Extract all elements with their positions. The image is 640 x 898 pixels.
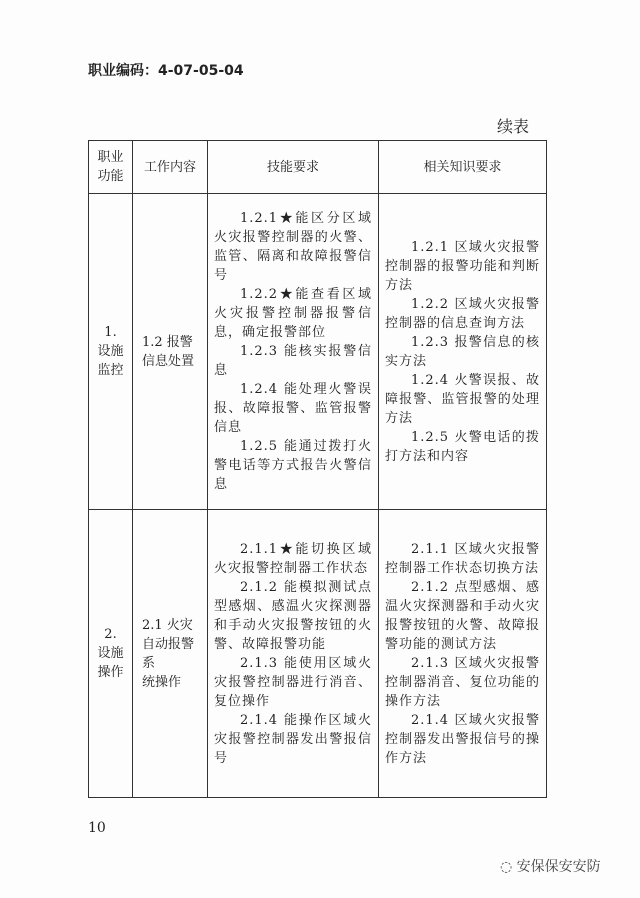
skill-item: 2.1.3 能使用区域火灾报警控制器进行消音、复位操作 xyxy=(214,655,372,709)
table-row xyxy=(89,194,547,510)
skill-item: 2.1.4 能操作区域火灾报警控制器发出警报信号 xyxy=(214,712,372,766)
knowledge-cell xyxy=(379,194,547,510)
knowledge-cell xyxy=(379,510,547,798)
watermark: ◌ 安保保安安防 xyxy=(500,859,601,875)
skills-cell xyxy=(208,510,379,798)
knowledge-item: 1.2.4 火警误报、故障报警、监管报警的处理方法 xyxy=(385,372,540,426)
page-number: 10 xyxy=(88,820,106,836)
skill-item: 1.2.1★能区分区域火灾报警控制器的火警、监管、隔离和故障报警信号 xyxy=(214,211,372,283)
skills-cell xyxy=(208,194,379,510)
header-function: 职业 功能 xyxy=(89,141,133,194)
knowledge-item: 1.2.5 火警电话的拨打方法和内容 xyxy=(385,429,540,464)
knowledge-item: 2.1.2 点型感烟、感温火灾探测器和手动火灾报警按钮的火警、故障报警功能的测试方法 xyxy=(385,579,540,652)
wechat-icon: ◌ xyxy=(500,859,517,875)
skill-item: 2.1.1★能切换区域火灾报警控制器工作状态 xyxy=(214,541,372,576)
function-cell: 2. 设施 操作 xyxy=(89,510,133,798)
work-cell: 2.1 火灾 自动报警系 统操作 xyxy=(133,510,208,798)
skill-item: 1.2.5 能通过拨打火警电话等方式报告火警信息 xyxy=(214,439,372,492)
knowledge-item: 1.2.2 区域火灾报警控制器的信息查询方法 xyxy=(385,296,540,331)
continued-label: 续表 xyxy=(497,117,530,136)
skills-table xyxy=(88,140,547,798)
function-cell: 1. 设施 监控 xyxy=(89,194,133,510)
skill-item: 2.1.2 能模拟测试点型感烟、感温火灾探测器和手动火灾报警按钮的火警、故障报警功能 xyxy=(214,579,372,652)
skill-item: 1.2.4 能处理火警误报、故障报警、监管报警信息 xyxy=(214,382,372,435)
knowledge-item: 1.2.1 区域火灾报警控制器的报警功能和判断方法 xyxy=(385,239,540,293)
header-skills: 技能要求 xyxy=(208,141,379,194)
header-work: 工作内容 xyxy=(133,141,208,194)
work-cell: 1.2 报警 信息处置 xyxy=(133,194,208,510)
header-knowledge: 相关知识要求 xyxy=(379,141,547,194)
knowledge-item: 2.1.1 区域火灾报警控制器工作状态切换方法 xyxy=(385,541,540,576)
occupation-code: 职业编码：4-07-05-04 xyxy=(88,63,244,79)
skill-item: 1.2.3 能核实报警信息 xyxy=(214,344,372,378)
skill-item: 1.2.2★能查看区域火灾报警控制器报警信息，确定报警部位 xyxy=(214,287,372,340)
table-header-row xyxy=(89,141,547,194)
table-row xyxy=(89,510,547,798)
knowledge-item: 1.2.3 报警信息的核实方法 xyxy=(385,334,540,369)
knowledge-item: 2.1.4 区域火灾报警控制器发出警报信号的操作方法 xyxy=(385,712,540,766)
knowledge-item: 2.1.3 区域火灾报警控制器消音、复位功能的操作方法 xyxy=(385,655,540,709)
